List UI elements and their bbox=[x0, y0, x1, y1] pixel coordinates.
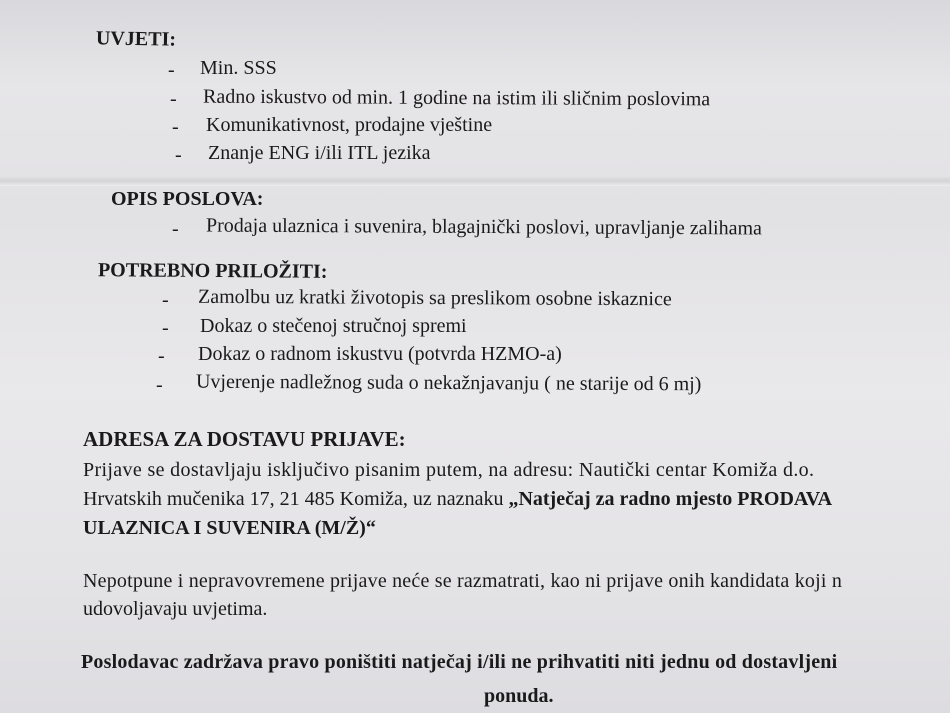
potrebno-item-4: Uvjerenje nadležnog suda o nekažnjavanju ( ne starije od 6 mj) bbox=[195, 370, 702, 396]
bullet-dash: - bbox=[162, 289, 169, 311]
uvjeti-item-2: Radno iskustvo od min. 1 godine na istim ili sličnim poslovima bbox=[202, 85, 711, 111]
adresa-heading: ADRESA ZA DOSTAVU PRIJAVE: bbox=[83, 427, 406, 451]
closing-line-1: Poslodavac zadržava pravo poništiti natječaj i/ili ne prihvatiti niti jednu od dostavljeni bbox=[81, 651, 838, 673]
opis-poslova-item-1: Prodaja ulaznica i suvenira, blagajnički poslovi, upravljanje zalihama bbox=[205, 214, 762, 240]
bullet-dash: - bbox=[170, 88, 177, 110]
bullet-dash: - bbox=[175, 144, 182, 166]
uvjeti-item-1: Min. SSS bbox=[200, 57, 277, 79]
note-line-2: udovoljavaju uvjetima. bbox=[83, 598, 268, 620]
closing-line-2: ponuda. bbox=[484, 685, 554, 707]
potrebno-item-2: Dokaz o stečenoj stručnoj spremi bbox=[200, 315, 467, 337]
bullet-dash: - bbox=[158, 345, 165, 367]
bullet-dash: - bbox=[156, 374, 163, 396]
uvjeti-item-4: Znanje ENG i/ili ITL jezika bbox=[208, 142, 431, 164]
adresa-line-1: Prijave se dostavljaju isključivo pisanim putem, na adresu: Nautički centar Komiža d.o. bbox=[83, 459, 815, 481]
potrebno-priloziti-heading: POTREBNO PRILOŽITI: bbox=[97, 259, 328, 283]
opis-poslova-heading: OPIS POSLOVA: bbox=[111, 188, 264, 210]
bullet-dash: - bbox=[168, 59, 175, 81]
bullet-dash: - bbox=[172, 116, 179, 138]
adresa-line-2-text: Hrvatskih mučenika 17, 21 485 Komiža, uz naznaku bbox=[83, 488, 509, 510]
adresa-line-2 bbox=[83, 488, 832, 511]
paper-fold bbox=[0, 176, 950, 186]
potrebno-item-3: Dokaz o radnom iskustvu (potvrda HZMO-a) bbox=[198, 343, 562, 365]
potrebno-item-1: Zamolbu uz kratki životopis sa preslikom osobne iskaznice bbox=[197, 285, 672, 311]
bullet-dash: - bbox=[162, 317, 169, 339]
adresa-line-3: ULAZNICA I SUVENIRA (M/Ž)“ bbox=[83, 517, 376, 539]
bullet-dash: - bbox=[172, 218, 179, 240]
note-line-1: Nepotpune i nepravovremene prijave neće se razmatrati, kao ni prijave onih kandidata koji n bbox=[83, 570, 843, 592]
adresa-line-2-bold: „Natječaj za radno mjesto PRODAVA bbox=[508, 488, 833, 510]
uvjeti-heading: UVJETI: bbox=[95, 27, 177, 51]
uvjeti-item-3: Komunikativnost, prodajne vještine bbox=[206, 114, 493, 136]
